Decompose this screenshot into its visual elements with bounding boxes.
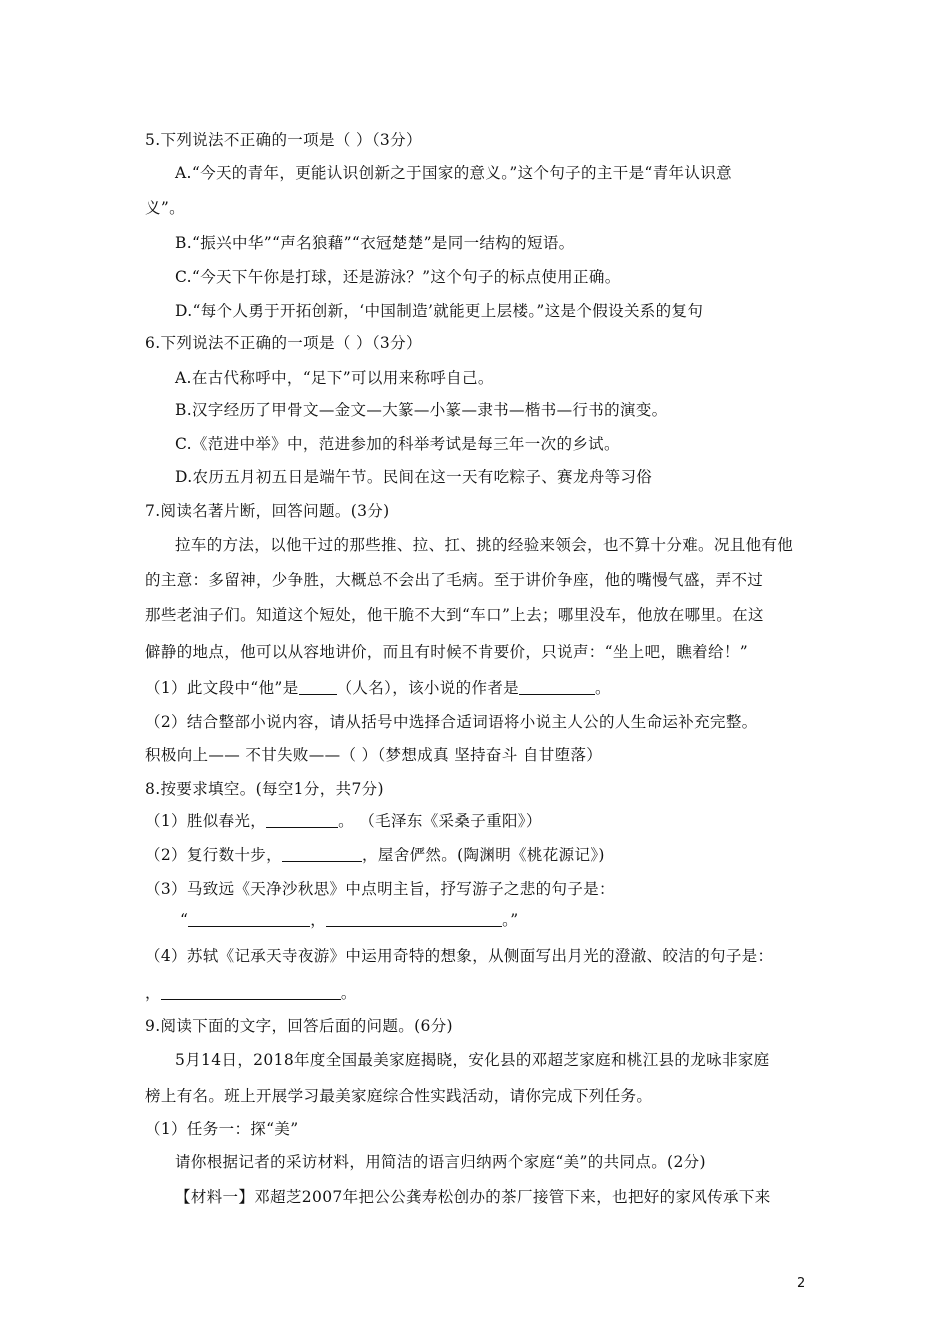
q5-option-b: B.“振兴中华”“声名狼藉”“衣冠楚楚”是同一结构的短语。 bbox=[175, 234, 575, 252]
q6-option-b: B.汉字经历了甲骨文—金文—大篆—小篆—隶书—楷书—行书的演变。 bbox=[175, 401, 668, 419]
q7-passage-line4: 僻静的地点，他可以从容地讲价，而且有时候不肯要价，只说声：“坐上吧，瞧着给！” bbox=[145, 643, 749, 661]
q5-option-a-line2: 义”。 bbox=[145, 199, 185, 217]
q8-item4-comma: ， bbox=[145, 984, 161, 1002]
q7-sub1-text-b: （人名），该小说的作者是 bbox=[336, 679, 520, 697]
q8-blank-5[interactable] bbox=[161, 984, 341, 1000]
q9-stem: 9.阅读下面的文字，回答后面的问题。(6分) bbox=[145, 1017, 453, 1035]
q7-blank-name[interactable] bbox=[299, 679, 337, 695]
q6-stem: 6.下列说法不正确的一项是（ ）（3分） bbox=[145, 334, 422, 352]
q8-item2 bbox=[145, 843, 810, 865]
q5-option-d: D.“每个人勇于开拓创新，‘中国制造’就能更上层楼。”这是个假设关系的复句 bbox=[175, 302, 704, 320]
q8-blank-2[interactable] bbox=[282, 846, 362, 862]
q6-option-d: D.农历五月初五日是端午节。民间在这一天有吃粽子、赛龙舟等习俗 bbox=[175, 468, 653, 486]
q8-stem: 8.按要求填空。(每空1分，共7分) bbox=[145, 780, 384, 798]
q8-blank-1[interactable] bbox=[266, 812, 338, 828]
q8-item1 bbox=[145, 809, 810, 831]
q8-item4-period: 。 bbox=[340, 984, 357, 1002]
q8-item3-close-quote: 。” bbox=[502, 911, 519, 929]
q7-sub1 bbox=[145, 676, 810, 698]
q8-item3-blanks bbox=[180, 908, 800, 930]
q8-item3-open-quote: “ bbox=[180, 911, 189, 929]
q9-material1: 【材料一】邓超芝2007年把公公龚寿松创办的茶厂接管下来，也把好的家风传承下来 bbox=[175, 1188, 771, 1206]
q7-passage-line1: 拉车的方法，以他干过的那些推、拉、扛、挑的经验来领会，也不算十分难。况且他有他 bbox=[175, 536, 794, 554]
q7-sub2: （2）结合整部小说内容，请从括号中选择合适词语将小说主人公的人生命运补充完整。 bbox=[145, 713, 758, 731]
q8-blank-4[interactable] bbox=[326, 911, 502, 927]
q6-option-a: A.在古代称呼中，“足下”可以用来称呼自己。 bbox=[175, 369, 494, 387]
q8-blank-3[interactable] bbox=[188, 911, 310, 927]
q5-stem: 5.下列说法不正确的一项是（ ）（3分） bbox=[145, 131, 422, 149]
q8-item4-blanks bbox=[145, 981, 810, 1003]
q8-item1-text-b: 。 （毛泽东《采桑子重阳》） bbox=[338, 812, 542, 830]
page-number: 2 bbox=[797, 1276, 806, 1291]
q5-option-c: C.“今天下午你是打球，还是游泳？”这个句子的标点使用正确。 bbox=[175, 268, 621, 286]
q7-stem: 7.阅读名著片断，回答问题。(3分) bbox=[145, 502, 390, 520]
q8-item4: （4）苏轼《记承天寺夜游》中运用奇特的想象，从侧面写出月光的澄澈、皎洁的句子是： bbox=[145, 947, 774, 965]
q7-passage-line2: 的主意：多留神，少争胜，大概总不会出了毛病。至于讲价争座，他的嘴慢气盛，弄不过 bbox=[145, 571, 764, 589]
q8-item2-text-b: ，屋舍俨然。(陶渊明《桃花源记》) bbox=[362, 846, 605, 864]
q8-item3: （3）马致远《天净沙秋思》中点明主旨，抒写游子之悲的句子是： bbox=[145, 880, 615, 898]
q5-option-a-line1: A.“今天的青年，更能认识创新之于国家的意义。”这个句子的主干是“青年认识意 bbox=[175, 164, 732, 182]
q7-sub1-text-c: 。 bbox=[595, 679, 611, 697]
q8-item2-text-a: （2）复行数十步， bbox=[145, 846, 283, 864]
q9-task1: （1）任务一：探“美” bbox=[145, 1120, 299, 1138]
q7-blank-author[interactable] bbox=[519, 679, 595, 695]
q9-task1-question: 请你根据记者的采访材料，用简洁的语言归纳两个家庭“美”的共同点。(2分) bbox=[175, 1153, 706, 1171]
q9-passage-line2: 榜上有名。班上开展学习最美家庭综合性实践活动，请你完成下列任务。 bbox=[145, 1087, 653, 1105]
q9-passage-line1: 5月14日，2018年度全国最美家庭揭晓，安化县的邓超芝家庭和桃江县的龙咏非家庭 bbox=[175, 1051, 770, 1069]
q8-item1-text-a: （1）胜似春光， bbox=[145, 812, 267, 830]
q7-passage-line3: 那些老油子们。知道这个短处，他干脆不大到“车口”上去；哪里没车，他放在哪里。在这 bbox=[145, 606, 764, 624]
q7-sub2-options: 积极向上—— 不甘失败——（ ）（梦想成真 坚持奋斗 自甘堕落） bbox=[145, 746, 603, 764]
q8-item3-comma: ， bbox=[310, 911, 327, 929]
q7-sub1-text-a: （1）此文段中“他”是 bbox=[145, 679, 299, 697]
q6-option-c: C.《范进中举》中，范进参加的科举考试是每三年一次的乡试。 bbox=[175, 435, 620, 453]
